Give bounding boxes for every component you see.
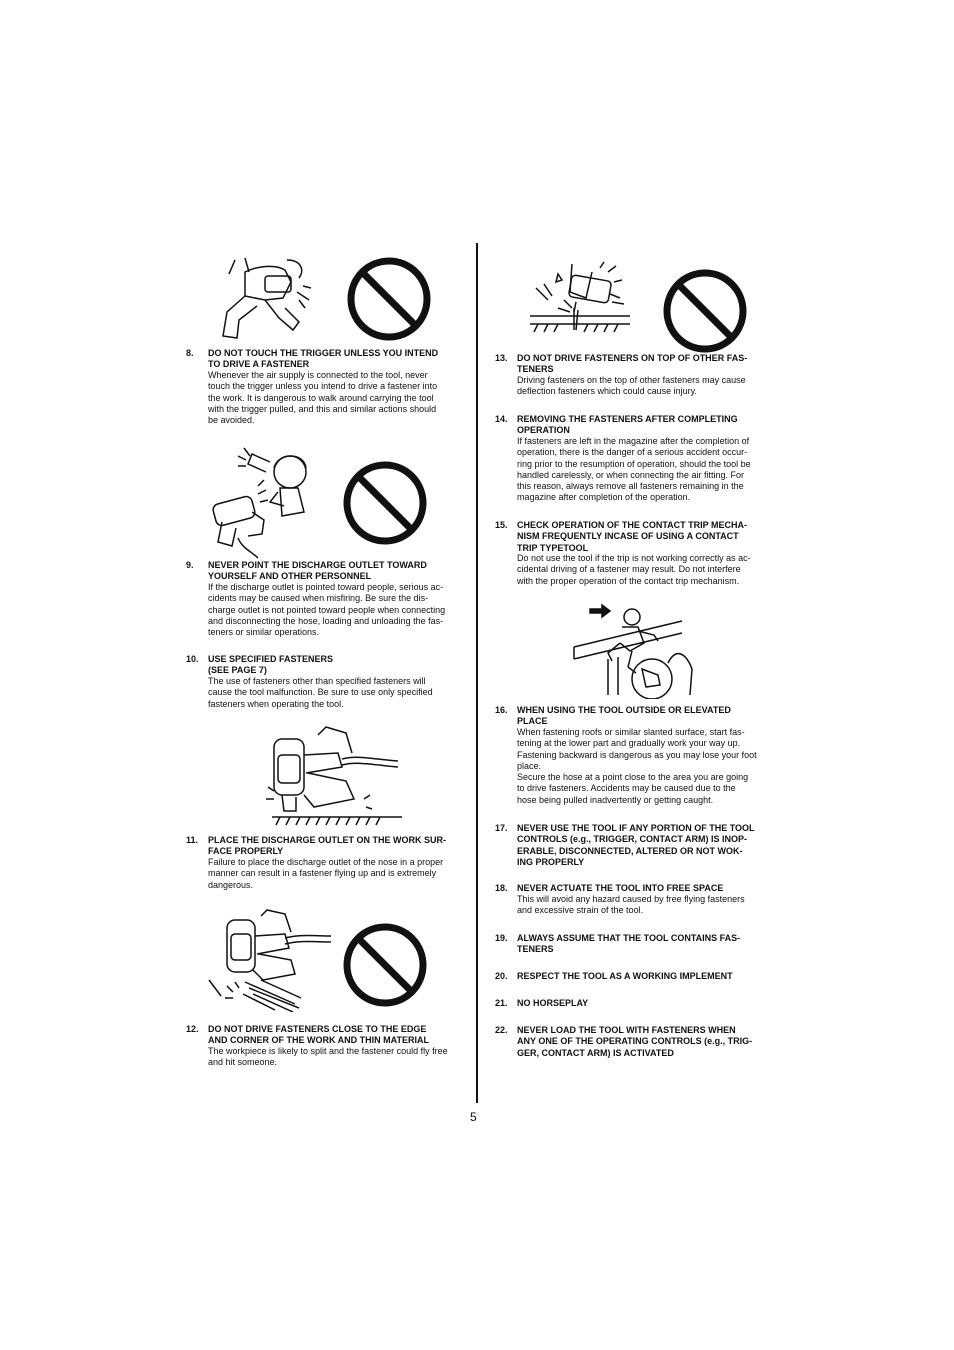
item-title: WHEN USING THE TOOL OUTSIDE OR ELEVATED PLACE — [517, 705, 731, 727]
item-body: Failure to place the discharge outlet of the nose in a proper manner can result in a fastener flying up and is extremely dangerous. — [208, 857, 444, 890]
item-number: 16. — [495, 705, 508, 715]
figure-walking-with-trigger — [205, 252, 315, 344]
item-title: DO NOT DRIVE FASTENERS CLOSE TO THE EDGE AND CORNER OF THE WORK AND THIN MATERIAL — [208, 1024, 429, 1046]
item-number: 17. — [495, 823, 508, 833]
item-body: The use of fasteners other than specified fasteners will cause the tool malfunction. Be sure to use only specified fasteners when operating the tool. — [208, 676, 433, 709]
item-title: NEVER LOAD THE TOOL WITH FASTENERS WHEN ANY ONE OF THE OPERATING CONTROLS (e.g., TRIG- GER, CONTACT ARM) IS ACTIVATED — [517, 1025, 753, 1058]
item-number: 13. — [495, 353, 508, 363]
prohibition-icon — [662, 268, 748, 354]
item-title: NO HORSEPLAY — [517, 998, 589, 1008]
item-title: NEVER ACTUATE THE TOOL INTO FREE SPACE — [517, 883, 724, 893]
item-body: If fasteners are left in the magazine after the completion of operation, there is the danger of a serious accident occur- ring prior to the resumption of operation, should the tool be handled carelessly, or when connecting the air fitting. For this reason, always remove all fasteners remaining in the magazine after completion of the operation. — [517, 436, 751, 503]
item-body: When fastening roofs or similar slanted surface, start fas- tening at the lower part and gradually work your way up. Fastening backward is dangerous as you may lose your foot place. Secure the hose at a point close to the area you are going to drive fasteners. Accidents may be caused due to the hose being pulled inadvertently or getting caught. — [517, 727, 757, 805]
item-number: 18. — [495, 883, 508, 893]
item-number: 19. — [495, 933, 508, 943]
figure-nail-on-nail — [530, 258, 630, 342]
item-title: DO NOT DRIVE FASTENERS ON TOP OF OTHER FAS- TENERS — [517, 353, 748, 375]
item-title: NEVER USE THE TOOL IF ANY PORTION OF THE TOOL CONTROLS (e.g., TRIGGER, CONTACT ARM) IS INOP- ERABLE, DISCONNECTED, ALTERED OR NOT WOK- ING PROPERLY — [517, 823, 755, 867]
prohibition-icon — [342, 460, 428, 546]
item-number: 21. — [495, 998, 508, 1008]
item-body: Driving fasteners on the top of other fasteners may cause deflection fasteners which could cause injury. — [517, 375, 746, 397]
item-title: NEVER POINT THE DISCHARGE OUTLET TOWARD YOURSELF AND OTHER PERSONNEL — [208, 560, 427, 582]
item-number: 14. — [495, 414, 508, 424]
item-title: RESPECT THE TOOL AS A WORKING IMPLEMENT — [517, 971, 733, 981]
prohibition-icon — [342, 922, 428, 1008]
item-body: This will avoid any hazard caused by free flying fasteners and excessive strain of the tool. — [517, 894, 745, 916]
page-number: 5 — [470, 1110, 477, 1124]
figure-nailing-near-edge — [205, 908, 333, 1012]
figure-working-on-roof — [572, 603, 696, 699]
item-title: ALWAYS ASSUME THAT THE TOOL CONTAINS FAS- TENERS — [517, 933, 741, 955]
item-title: USE SPECIFIED FASTENERS (SEE PAGE 7) — [208, 654, 334, 676]
item-number: 8. — [186, 348, 194, 358]
item-body: Do not use the tool if the trip is not working correctly as ac- cidental driving of a fastener may result. Do not interfere with the proper operation of the contact trip mechanism. — [517, 553, 751, 586]
item-number: 9. — [186, 560, 194, 570]
prohibition-icon — [346, 256, 432, 342]
item-title: CHECK OPERATION OF THE CONTACT TRIP MECHA- NISM FREQUENTLY INCASE OF USING A CONTACT TRIP TYPETOOL — [517, 520, 747, 553]
item-number: 22. — [495, 1025, 508, 1035]
figure-nailer-on-surface — [262, 725, 402, 831]
item-body: If the discharge outlet is pointed toward people, serious ac- cidents may be caused when misfiring. Be sure the dis- charge outlet is not pointed toward people when connecting and disconnecting the hose, loading and unloading the fas- teners or similar operations. — [208, 582, 446, 638]
item-body: Whenever the air supply is connected to the tool, never touch the trigger unless you intend to drive a fastener into the work. It is dangerous to walk around carrying the tool with the trigger pulled, and this and similar actions should be avoided. — [208, 370, 438, 426]
item-number: 12. — [186, 1024, 199, 1034]
figure-pointing-at-person — [208, 442, 314, 560]
item-title: DO NOT TOUCH THE TRIGGER UNLESS YOU INTEND TO DRIVE A FASTENER — [208, 348, 439, 370]
item-title: REMOVING THE FASTENERS AFTER COMPLETING OPERATION — [517, 414, 738, 436]
item-body: The workpiece is likely to split and the fastener could fly free and hit someone. — [208, 1046, 448, 1068]
item-number: 10. — [186, 654, 199, 664]
item-number: 11. — [186, 835, 199, 845]
item-title: PLACE THE DISCHARGE OUTLET ON THE WORK SUR- FACE PROPERLY — [208, 835, 446, 857]
item-number: 15. — [495, 520, 508, 530]
item-number: 20. — [495, 971, 508, 981]
